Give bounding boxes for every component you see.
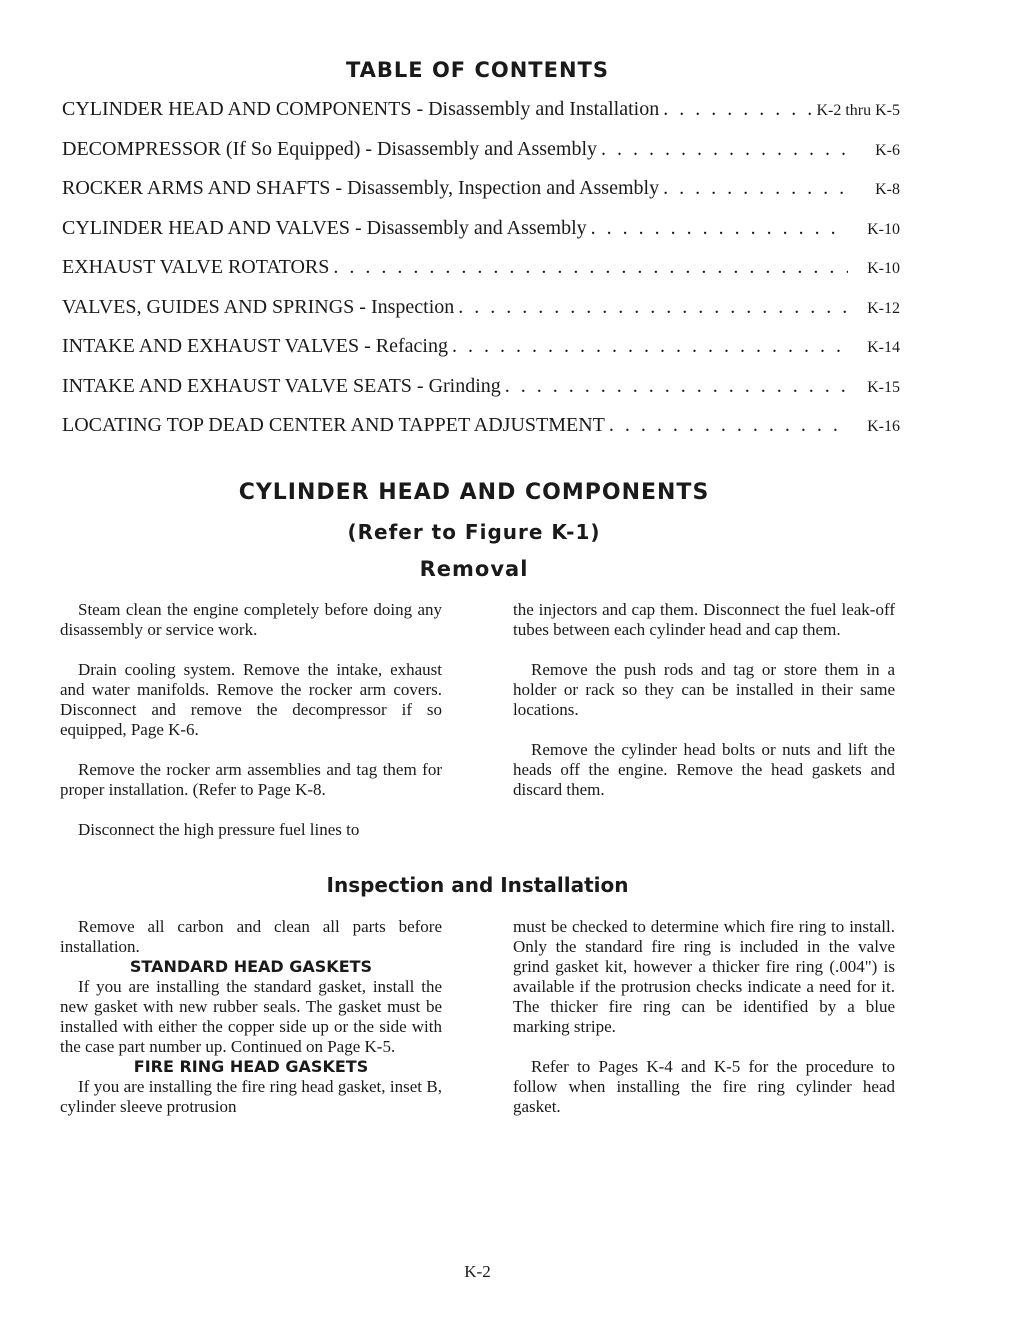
toc-entry-label: CYLINDER HEAD AND COMPONENTS - Disassembly and Installation bbox=[62, 98, 660, 120]
section-title: CYLINDER HEAD AND COMPONENTS bbox=[238, 480, 710, 505]
toc-entry-label: CYLINDER HEAD AND VALVES - Disassembly and Assembly bbox=[62, 216, 587, 239]
toc-entry-page: K-2 thru K-5 bbox=[816, 102, 900, 119]
toc-entry-label: DECOMPRESSOR (If So Equipped) - Disassembly and Assembly bbox=[62, 137, 597, 160]
standard-gaskets-heading: STANDARD HEAD GASKETS bbox=[129, 957, 373, 976]
toc-entry-label: EXHAUST VALVE ROTATORS bbox=[62, 256, 330, 278]
paragraph: If you are installing the standard gasket, install the new gasket with new rubber seals. The gasket must be installed with either the copper side up or the side with the case part number up. Continued on Page K-5. bbox=[60, 977, 442, 1056]
toc-entry bbox=[62, 217, 900, 257]
removal-left-column bbox=[60, 600, 442, 840]
toc-entry bbox=[62, 138, 900, 178]
toc-entry-label: ROCKER ARMS AND SHAFTS - Disassembly, Inspection and Assembly bbox=[62, 177, 660, 199]
toc-entry-page: K-8 bbox=[875, 181, 900, 198]
toc-entry-page: K-10 bbox=[867, 220, 900, 238]
toc-entry-page: K-12 bbox=[867, 299, 900, 317]
toc-entry bbox=[62, 375, 900, 415]
paragraph: If you are installing the fire ring head gasket, inset B, cylinder sleeve protrusion bbox=[60, 1077, 442, 1116]
toc-entry-page: K-6 bbox=[875, 141, 900, 159]
toc-entry bbox=[62, 335, 900, 375]
toc-entry bbox=[62, 98, 900, 138]
toc-leader-dots bbox=[333, 256, 848, 279]
toc-title: TABLE OF CONTENTS bbox=[345, 58, 610, 82]
toc-entry bbox=[62, 296, 900, 336]
toc-entry-page: K-14 bbox=[867, 339, 900, 356]
toc-leader-dots bbox=[601, 138, 848, 161]
table-of-contents bbox=[62, 98, 900, 454]
paragraph: Remove the push rods and tag or store them in a holder or rack so they can be installed in their same locations. bbox=[513, 660, 895, 719]
removal-heading: Removal bbox=[419, 557, 529, 581]
toc-leader-dots bbox=[505, 375, 848, 398]
toc-entry-label: VALVES, GUIDES AND SPRINGS - Inspection bbox=[62, 295, 455, 318]
toc-entry-page: K-15 bbox=[867, 378, 900, 396]
toc-leader-dots bbox=[452, 335, 848, 358]
toc-leader-dots bbox=[663, 177, 848, 200]
toc-entry-page: K-16 bbox=[867, 418, 900, 435]
paragraph: Disconnect the high pressure fuel lines to bbox=[78, 820, 360, 839]
toc-entry bbox=[62, 414, 900, 454]
fire-ring-gaskets-heading: FIRE RING HEAD GASKETS bbox=[133, 1057, 369, 1076]
paragraph: Remove the rocker arm assemblies and tag them for proper installation. (Refer to Page K-8. bbox=[60, 760, 442, 799]
paragraph: Remove all carbon and clean all parts before installation. bbox=[60, 917, 442, 956]
toc-entry-label: INTAKE AND EXHAUST VALVES - Refacing bbox=[62, 335, 448, 357]
toc-entry-label: INTAKE AND EXHAUST VALVE SEATS - Grinding bbox=[62, 374, 501, 397]
toc-leader-dots bbox=[609, 414, 848, 437]
paragraph: Refer to Pages K-4 and K-5 for the procedure to follow when installing the fire ring cylinder head gasket. bbox=[513, 1057, 895, 1116]
page-number: K-2 bbox=[464, 1262, 491, 1281]
inspection-right-column bbox=[513, 917, 895, 1117]
inspection-heading: Inspection and Installation bbox=[326, 873, 629, 897]
paragraph: Remove the cylinder head bolts or nuts and lift the heads off the engine. Remove the head gaskets and discard them. bbox=[513, 740, 895, 799]
removal-right-column bbox=[513, 600, 895, 800]
toc-leader-dots bbox=[458, 296, 848, 319]
paragraph: must be checked to determine which fire ring to install. Only the standard fire ring is included in the valve grind gasket kit, however a thicker fire ring (.004") is available if the protrusion checks indicate a need for it. The thicker fire ring can be identified by a blue marking stripe. bbox=[513, 917, 895, 1036]
paragraph: the injectors and cap them. Disconnect the fuel leak-off tubes between each cylinder head and cap them. bbox=[513, 600, 895, 639]
paragraph: Steam clean the engine completely before doing any disassembly or service work. bbox=[60, 600, 442, 639]
toc-leader-dots bbox=[591, 217, 848, 240]
toc-entry-label: LOCATING TOP DEAD CENTER AND TAPPET ADJUSTMENT bbox=[62, 414, 605, 436]
inspection-left-column bbox=[60, 917, 442, 1117]
paragraph: Drain cooling system. Remove the intake, exhaust and water manifolds. Remove the rocker arm covers. Disconnect and remove the decompressor if so equipped, Page K-6. bbox=[60, 660, 442, 739]
toc-entry bbox=[62, 256, 900, 296]
toc-entry bbox=[62, 177, 900, 217]
toc-leader-dots bbox=[663, 98, 812, 121]
toc-entry-page: K-10 bbox=[867, 260, 900, 277]
figure-reference: (Refer to Figure K-1) bbox=[347, 520, 601, 544]
